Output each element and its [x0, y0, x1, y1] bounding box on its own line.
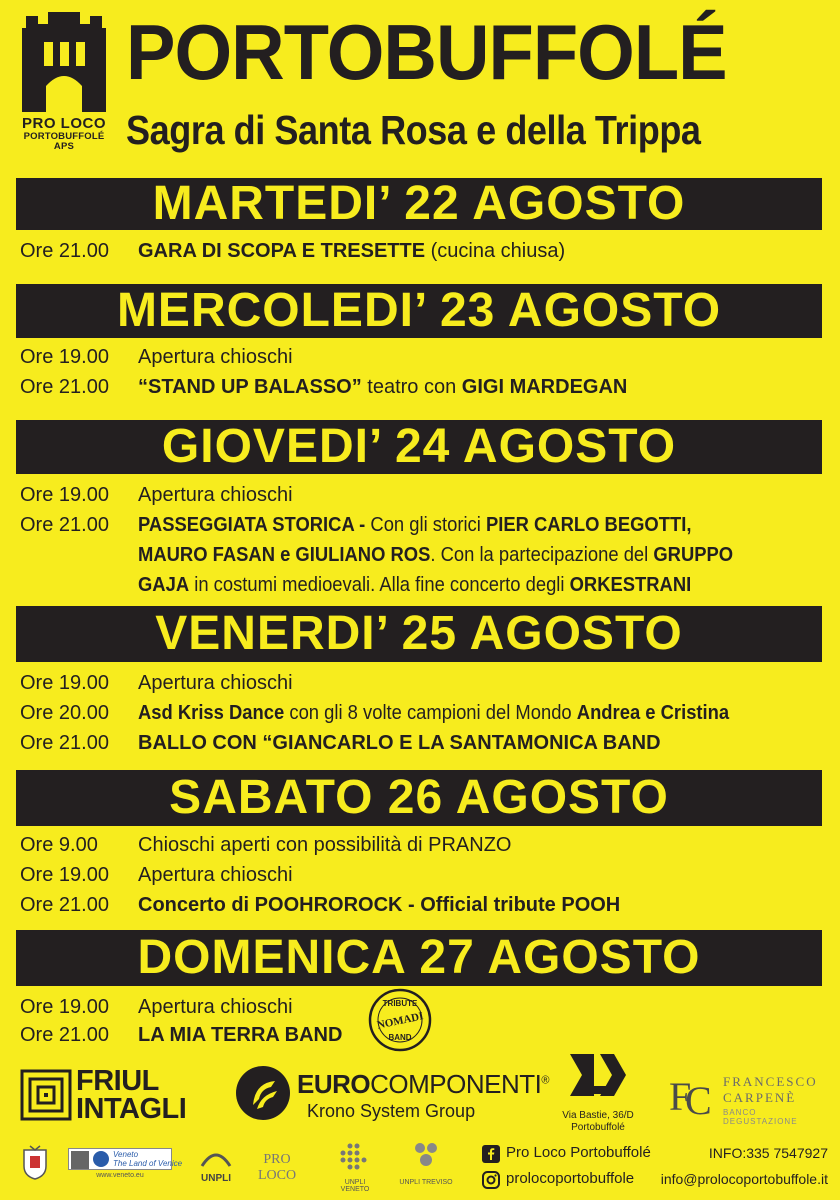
day-header-giovedi: GIOVEDI’ 24 AGOSTO — [16, 420, 822, 474]
castle-icon — [16, 8, 112, 112]
euro-reg-mark: ® — [541, 1074, 549, 1087]
friul-line-1: FRIUL — [76, 1065, 159, 1097]
event-time: Ore 21.00 — [20, 514, 109, 536]
event-text: Chioschi aperti con possibilità di PRANZO — [138, 834, 512, 856]
event-text: con gli 8 volte campioni del Mondo — [284, 702, 577, 724]
event-text: . Con la partecipazione del — [430, 544, 654, 566]
event-highlight: GRUPPO — [653, 544, 734, 566]
facebook-text: Pro Loco Portobuffolé — [506, 1144, 651, 1161]
badge-top-text: TRIBUTE — [382, 999, 418, 1008]
unpli-logo — [196, 1144, 236, 1186]
badge-middle-text: NOMADI — [375, 1010, 425, 1032]
nomadi-tribute-badge — [368, 988, 432, 1052]
svg-text:C: C — [685, 1078, 712, 1120]
veneto-url: www.veneto.eu — [96, 1172, 144, 1179]
event-time: Ore 19.00 — [20, 484, 109, 506]
municipal-crest-icon — [22, 1144, 48, 1180]
day-header-martedi: MARTEDI’ 22 AGOSTO — [16, 178, 822, 230]
info-contacts — [640, 1140, 828, 1192]
event-highlight: GAJA — [138, 574, 190, 596]
event-highlight: Asd Kriss Dance — [138, 702, 285, 724]
event-time: Ore 21.00 — [20, 894, 109, 916]
day-header-mercoledi: MERCOLEDI’ 23 AGOSTO — [16, 284, 822, 338]
tred-emblem-icon — [568, 1052, 628, 1098]
lion-icon — [71, 1151, 89, 1169]
event-text: Apertura chioschi — [138, 864, 293, 886]
day-header-domenica: DOMENICA 27 AGOSTO — [16, 930, 822, 986]
pro-loco-logo — [16, 8, 112, 158]
unpli-treviso-logo — [398, 1140, 454, 1186]
event-time: Ore 19.00 — [20, 672, 109, 694]
page-title: PORTOBUFFOLÉ — [126, 8, 727, 96]
event-highlight: GARA DI SCOPA E TRESETTE — [138, 240, 426, 262]
event-highlight: GIGI MARDEGAN — [461, 376, 628, 398]
event-text: Con gli storici — [370, 514, 486, 536]
treviso-emblem-icon — [398, 1140, 454, 1174]
info-email[interactable]: info@prolocoportobuffole.it — [660, 1171, 828, 1187]
event-time: Ore 19.00 — [20, 996, 109, 1018]
logo-line-1: PRO LOCO — [21, 115, 106, 132]
veneto-line-1: Veneto — [113, 1150, 139, 1159]
event-time: Ore 21.00 — [20, 1024, 109, 1046]
event-text: teatro con — [361, 376, 462, 398]
page-subtitle: Sagra di Santa Rosa e della Trippa — [126, 107, 701, 153]
event-time: Ore 19.00 — [20, 864, 109, 886]
event-text: Apertura chioschi — [138, 672, 293, 694]
event-time: Ore 9.00 — [20, 834, 98, 856]
tred-logo — [548, 1052, 648, 1132]
logo-line-2: PORTOBUFFOLÉ APS — [23, 130, 105, 152]
event-text: Apertura chioschi — [138, 346, 293, 368]
veneto-line-2: The Land of Venice — [113, 1159, 183, 1168]
tred-address-line-2: Portobuffolé — [571, 1122, 625, 1133]
event-highlight: LA MIA TERRA BAND — [138, 1024, 343, 1046]
tred-address-line-1: Via Bastie, 36/D — [562, 1110, 634, 1121]
friul-line-2: INTAGLI — [76, 1093, 187, 1125]
event-text: in costumi medioevali. Alla fine concerto degli — [189, 574, 570, 596]
event-highlight: ORKESTRANI — [569, 574, 692, 596]
day-header-venerdi: VENERDI’ 25 AGOSTO — [16, 606, 822, 662]
day-header-sabato: SABATO 26 AGOSTO — [16, 770, 822, 826]
euro-subtitle: Krono System Group — [307, 1101, 476, 1121]
eurocomponenti-logo — [235, 1065, 549, 1125]
event-text: (cucina chiusa) — [425, 240, 566, 262]
event-highlight: Andrea e Cristina — [576, 702, 730, 724]
event-text: Apertura chioschi — [138, 996, 293, 1018]
event-highlight: Concerto di POOHROROCK - Official tribute POOH — [138, 894, 621, 916]
euro-bold-text: EURO — [297, 1069, 371, 1099]
unpli-treviso-text: UNPLI TREVISO — [399, 1179, 453, 1186]
eurocomponenti-emblem-icon — [235, 1065, 291, 1121]
euro-rest-text: COMPONENTI — [370, 1069, 542, 1099]
badge-bottom-text: BAND — [388, 1033, 412, 1042]
unpli-text: UNPLI — [201, 1173, 231, 1184]
fc-monogram-icon — [665, 1068, 717, 1120]
info-phone[interactable]: INFO:335 7547927 — [708, 1145, 828, 1161]
instagram-text: prolocoportobuffole — [506, 1170, 635, 1187]
spiral-square-icon — [20, 1069, 72, 1121]
event-time: Ore 21.00 — [20, 732, 109, 754]
svg-text:F: F — [669, 1074, 692, 1119]
francesco-carpene-logo — [665, 1068, 830, 1124]
event-time: Ore 21.00 — [20, 240, 109, 262]
veneto-logo — [68, 1148, 183, 1170]
carpene-line-1: FRANCESCO — [723, 1074, 818, 1089]
star-icon — [93, 1151, 109, 1167]
event-highlight: PIER CARLO BEGOTTI, — [485, 514, 692, 536]
friul-intagli-logo — [20, 1065, 190, 1125]
carpene-line-2: CARPENÈ — [723, 1090, 797, 1105]
event-time: Ore 19.00 — [20, 346, 109, 368]
facebook-icon — [482, 1145, 500, 1163]
dot-grid-icon — [330, 1140, 380, 1174]
event-highlight: “STAND UP BALASSO” — [138, 376, 362, 398]
unpli-emblem-icon — [196, 1144, 236, 1168]
event-highlight: MAURO FASAN e GIULIANO ROS — [138, 544, 431, 566]
event-text: Apertura chioschi — [138, 484, 293, 506]
unpli-veneto-text: UNPLI VENETO — [340, 1179, 370, 1193]
event-highlight: BALLO CON “GIANCARLO E LA SANTAMONICA BAND — [138, 732, 661, 754]
event-highlight: PASSEGGIATA STORICA - — [138, 514, 371, 536]
proloco-text-logo: PRO LOCO — [257, 1152, 297, 1183]
event-time: Ore 21.00 — [20, 376, 109, 398]
carpene-line-3: BANCO DEGUSTAZIONE — [723, 1108, 798, 1126]
instagram-icon — [482, 1171, 500, 1189]
event-time: Ore 20.00 — [20, 702, 109, 724]
unpli-veneto-logo — [330, 1140, 380, 1193]
